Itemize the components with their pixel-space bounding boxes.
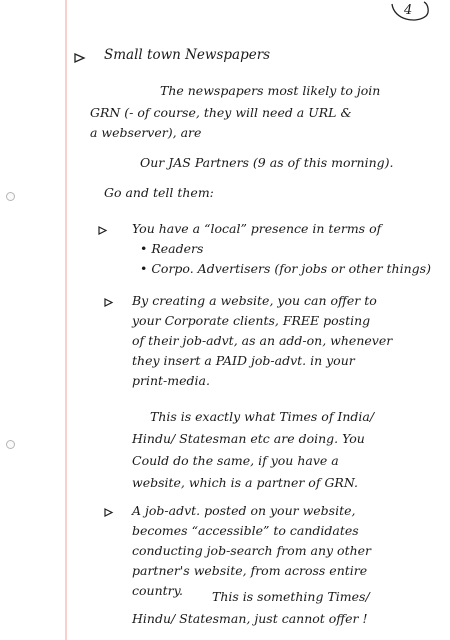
page-number: 4 [404,3,413,18]
go-tell-line: Go and tell them: [104,185,214,200]
intro-line-1: The newspapers most likely to join [160,83,381,98]
times-hindu-line-1: This is exactly what Times of India/ [150,409,375,424]
partners-line: Our JAS Partners (9 as of this morning). [140,155,394,170]
title-arrow-icon [74,53,86,63]
website-offer-line-2: your Corporate clients, FREE posting [132,313,371,328]
website-offer-line-4: they insert a PAID job-advt. in your [132,353,355,368]
bullet-arrow-icon [98,226,108,235]
intro-line-3: a webserver), are [90,125,202,140]
job-advt-line-1: A job-advt. posted on your website, [132,503,356,518]
website-offer-line-3: of their job-advt, as an add-on, whenever [132,333,393,348]
closing-line-1: This is something Times/ [212,589,370,604]
job-advt-line-5: country. [132,583,184,598]
job-advt-line-4: partner's website, from across entire [132,563,368,578]
sub-bullet-advertisers: • Corpo. Advertisers (for jobs or other things) [140,261,431,276]
times-hindu-line-2: Hindu/ Statesman etc are doing. You [132,431,365,446]
page-title: Small town Newspapers [104,47,271,63]
sub-bullet-advertisers-text: Corpo. Advertisers (for jobs or other things) [151,261,431,276]
bullet-arrow-icon [104,508,114,517]
website-offer-line-5: print-media. [132,373,210,388]
punch-hole-bottom [6,440,15,449]
punch-hole-top [6,192,15,201]
sub-bullet-readers-text: Readers [151,241,204,256]
bullet-arrow-icon [104,298,114,307]
local-presence-line: You have a “local” presence in terms of [132,221,382,236]
times-hindu-line-3: Could do the same, if you have a [132,453,339,468]
sub-bullet-readers: • Readers [140,241,204,256]
intro-line-2: GRN (- of course, they will need a URL & [90,105,352,120]
closing-line-2: Hindu/ Statesman, just cannot offer ! [132,611,368,626]
job-advt-line-2: becomes “accessible” to candidates [132,523,359,538]
job-advt-line-3: conducting job-search from any other [132,543,372,558]
times-hindu-line-4: website, which is a partner of GRN. [132,475,358,490]
website-offer-line-1: By creating a website, you can offer to [132,293,377,308]
